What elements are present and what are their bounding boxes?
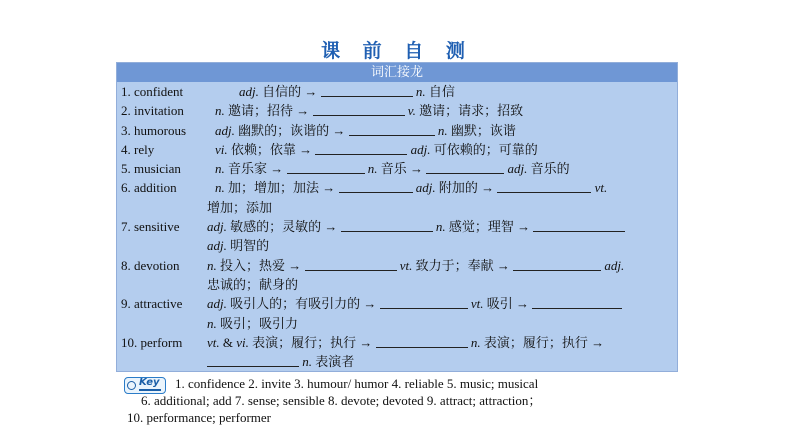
vocab-definition: adj. 自信的 → n. 自信 (239, 84, 455, 99)
key-icon: Key (124, 377, 166, 394)
vocab-definition: adj. 明智的 (207, 238, 270, 254)
vocab-row (117, 275, 677, 294)
vocab-row (117, 333, 677, 352)
vocab-definition: n. 吸引；吸引力 (207, 315, 299, 331)
vocab-row (117, 314, 677, 333)
vocab-row (117, 198, 677, 217)
vocab-word: 5. musician (121, 161, 181, 177)
page-title: 课 前 自 测 (321, 40, 473, 62)
vocab-definition: vt. & vi. 表演；履行；执行 → n. 表演；履行；执行 → (207, 334, 605, 350)
vocab-word: 3. humorous (121, 122, 186, 138)
vocab-row (117, 140, 677, 159)
vocab-row (117, 121, 677, 140)
vocab-row (117, 256, 677, 275)
vocab-word: 7. sensitive (121, 219, 180, 235)
vocab-definition: adj. 幽默的；诙谐的 → n. 幽默；诙谐 (215, 122, 516, 138)
vocab-definition: adj. 吸引人的；有吸引力的 → vt. 吸引 → (207, 294, 622, 313)
vocabulary-chain-panel (116, 62, 678, 372)
vocab-word: 8. devotion (121, 257, 180, 273)
vocab-definition: n. 加；增加；加法 → adj. 附加的 → vt. (215, 180, 608, 196)
answer-line: 6. additional; add 7. sense; sensible 8. devote; devoted 9. attract; attraction； (141, 393, 542, 408)
vocab-row (117, 236, 677, 255)
vocab-definition: n. 表演者 (207, 352, 354, 371)
vocab-row (117, 294, 677, 313)
vocab-definition: 增加；添加 (207, 199, 273, 215)
vocab-word: 10. perform (121, 334, 183, 350)
vocab-definition: 忠诚的；献身的 (207, 276, 299, 292)
answer-line: 10. performance; performer (127, 410, 272, 425)
answer-line: 1. confidence 2. invite 3. humour/ humor 4. reliable 5. music; musical (175, 376, 539, 391)
vocab-definition: vi. 依赖；依靠 → adj. 可依赖的；可靠的 (215, 141, 538, 157)
vocab-word: 9. attractive (121, 296, 183, 312)
vocab-word: 6. addition (121, 180, 177, 196)
vocab-row (117, 82, 677, 101)
vocab-row (117, 178, 677, 197)
vocab-row (117, 101, 677, 120)
vocab-word: 1. confident (121, 84, 184, 99)
vocabulary-rows (117, 82, 677, 371)
vocab-word: 4. rely (121, 141, 155, 157)
vocab-definition: n. 音乐家 → n. 音乐 → adj. 音乐的 (215, 161, 570, 177)
vocab-row (117, 217, 677, 236)
vocab-definition: n. 邀请；招待 → v. 邀请；请求；招致 (215, 103, 524, 119)
panel-header: 词汇接龙 (117, 63, 677, 82)
vocab-row (117, 159, 677, 178)
vocab-word: 2. invitation (121, 103, 184, 119)
vocab-definition: adj. 敏感的；灵敏的 → n. 感觉；理智 → (207, 217, 625, 236)
vocab-definition: n. 投入；热爱 → vt. 致力于；奉献 → adj. (207, 257, 625, 273)
vocab-row (117, 352, 677, 371)
